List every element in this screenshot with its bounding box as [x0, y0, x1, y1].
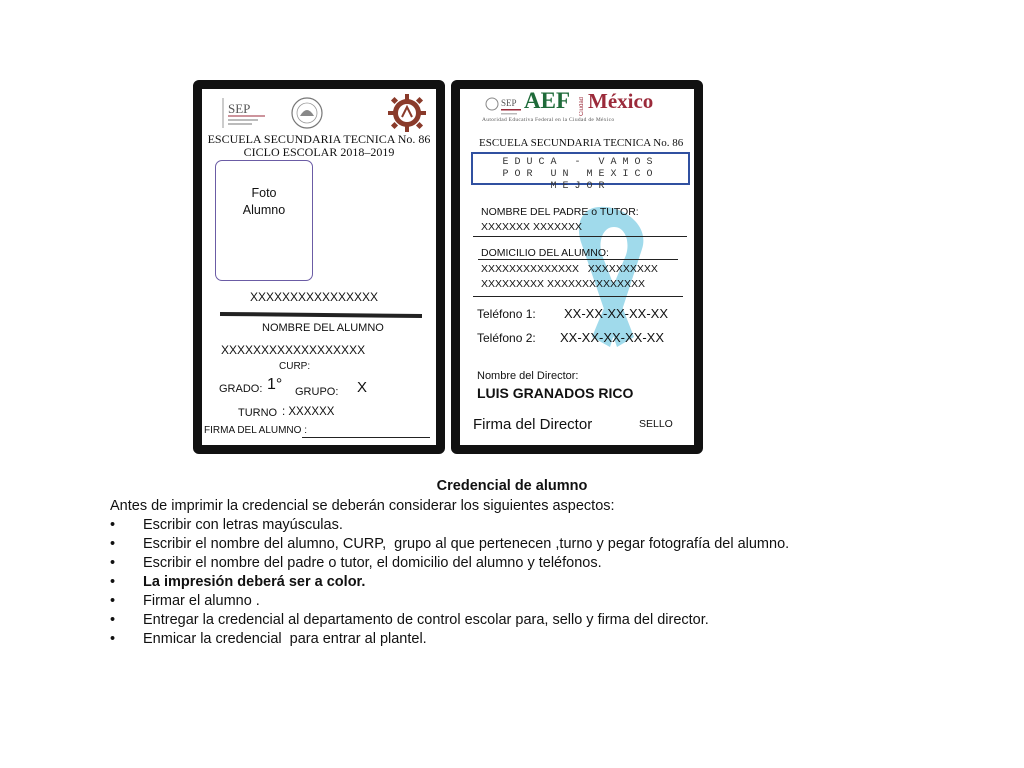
list-item — [110, 592, 910, 611]
mexico-logo: México — [588, 89, 654, 113]
director-name: LUIS GRANADOS RICO — [477, 385, 634, 401]
school-gear-logo-icon — [387, 93, 427, 133]
bullet: • — [110, 612, 116, 628]
grado-value: 1° — [267, 376, 283, 393]
director-label: Nombre del Director: — [477, 370, 579, 382]
parent-label: NOMBRE DEL PADRE o TUTOR: — [481, 206, 639, 218]
credential-back — [451, 80, 703, 454]
sep-logo-text: SEP — [228, 101, 251, 116]
bullet: • — [110, 574, 116, 590]
list-item — [110, 554, 910, 573]
list-item — [110, 630, 910, 649]
sep-small-logo-text: SEP — [501, 98, 517, 108]
cdmx-logo-text: Ciudad — [579, 96, 585, 116]
grupo-label: GRUPO: — [295, 386, 339, 398]
bullet: • — [110, 536, 116, 552]
photo-label-foto: Foto — [251, 186, 277, 200]
bullet: • — [110, 631, 116, 647]
list-item-text: Escribir el nombre del padre o tutor, el domicilio del alumno y teléfonos. — [143, 555, 602, 571]
grado-label: GRADO: — [219, 383, 263, 395]
motto-box — [471, 152, 690, 192]
bullet: • — [110, 555, 116, 571]
list-item — [110, 535, 910, 554]
parent-value: XXXXXXX XXXXXXX — [481, 221, 582, 233]
list-item — [110, 573, 910, 592]
director-signature-label: Firma del Director — [473, 416, 593, 433]
list-item — [110, 611, 910, 630]
stamp-label: SELLO — [639, 418, 673, 430]
signature-line[interactable] — [302, 437, 430, 438]
list-item-text: Escribir con letras mayúsculas. — [143, 517, 343, 533]
phone2-value: XX-XX-XX-XX-XX — [560, 330, 665, 345]
phone1-label: Teléfono 1: — [477, 307, 536, 321]
aef-logo: AEF — [524, 88, 570, 113]
bullet: • — [110, 593, 116, 609]
student-name-label: NOMBRE DEL ALUMNO — [262, 322, 384, 334]
address-label: DOMICILIO DEL ALUMNO: — [481, 247, 609, 259]
school-name: ESCUELA SECUNDARIA TECNICA No. 86 — [207, 132, 431, 146]
phone1-value: XX-XX-XX-XX-XX — [564, 306, 669, 321]
turno-value: : XXXXXX — [282, 406, 335, 418]
grupo-value: X — [357, 379, 368, 396]
address-line1: XXXXXXXXXXXXXX XXXXXXXXXX — [481, 263, 658, 275]
signature-label: FIRMA DEL ALUMNO : — [204, 425, 307, 436]
back-school-name: ESCUELA SECUNDARIA TECNICA No. 86 — [479, 137, 684, 149]
motto-line1: EDUCA - VAMOS — [502, 157, 659, 168]
photo-label-alumno: Alumno — [242, 203, 286, 217]
phone2-label: Teléfono 2: — [477, 331, 536, 345]
list-item-text: La impresión deberá ser a color. — [143, 574, 366, 590]
list-item-text: Firmar el alumno . — [143, 593, 260, 609]
address-line2: XXXXXXXXX XXXXXXXXXXXXXX — [481, 278, 645, 290]
address-line[interactable] — [473, 296, 683, 297]
name-underline — [220, 312, 422, 318]
sep-logo — [215, 96, 273, 130]
bullet: • — [110, 517, 116, 533]
national-seal-icon — [290, 96, 324, 130]
cdmx-logo — [579, 94, 587, 116]
turno-label: TURNO — [238, 407, 278, 419]
instructions-intro: Antes de imprimir la credencial se deberán considerar los siguientes aspectos: — [110, 498, 615, 514]
list-item-text: Escribir el nombre del alumno, CURP, grupo al que pertenecen ,turno y pegar fotografía del alumno. — [143, 536, 790, 552]
curp-label: CURP: — [279, 361, 311, 372]
photo-placeholder — [216, 185, 312, 219]
list-item-text: Enmicar la credencial para entrar al plantel. — [143, 631, 427, 647]
student-name-top: XXXXXXXXXXXXXXXX — [250, 290, 379, 304]
student-name-value: XXXXXXXXXXXXXXXXXX — [221, 343, 366, 357]
list-item-text: Entregar la credencial al departamento de control escolar para, sello y firma del director. — [143, 612, 709, 628]
instructions-title: Credencial de alumno — [436, 478, 588, 494]
instructions-list — [110, 516, 910, 649]
photo-box[interactable] — [215, 160, 313, 281]
motto-line2: POR UN MEXICO MEJOR — [502, 169, 659, 192]
parent-line[interactable] — [473, 236, 687, 237]
list-item — [110, 516, 910, 535]
credential-front — [193, 80, 445, 454]
address-line-top — [478, 259, 678, 260]
aef-subtitle: Autoridad Educativa Federal en la Ciudad de México — [482, 117, 615, 123]
school-cycle: CICLO ESCOLAR 2018–2019 — [243, 145, 395, 159]
